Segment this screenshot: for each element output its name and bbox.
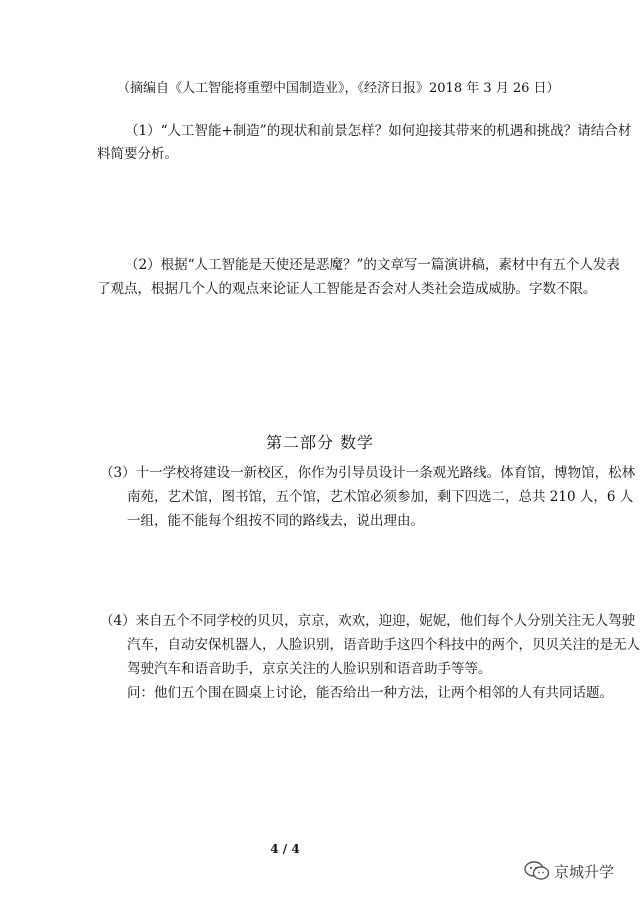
q1-line-1: （1）“人工智能+制造”的现状和前景怎样？如何迎接其带来的机遇和挑战？请结合材	[125, 123, 632, 139]
q4-line-3: 驾驶汽车和语音助手，京京关注的人脸识别和语音助手等等。	[127, 661, 492, 677]
q3-line-2: 南苑，艺术馆，图书馆，五个馆，艺术馆必须参加，剩下四选二，总共 210 人，6 人	[127, 489, 634, 505]
q2-line-1: （2）根据“人工智能是天使还是恶魔？”的文章写一篇演讲稿，素材中有五个人发表	[125, 257, 620, 273]
watermark	[524, 860, 614, 882]
q2-line-2: 了观点，根据几个人的观点来论证人工智能是否会对人类社会造成威胁。字数不限。	[97, 281, 597, 297]
q4-line-1: （4）来自五个不同学校的贝贝，京京，欢欢，迎迎，妮妮，他们每个人分别关注无人驾驶	[100, 613, 636, 629]
section-title: 第二部分 数学	[265, 433, 375, 452]
q3-line-3: 一组，能不能每个组按不同的路线去，说出理由。	[127, 513, 424, 529]
watermark-text: 京城升学	[554, 862, 615, 881]
q1-line-2: 料简要分析。	[97, 146, 178, 162]
wechat-bubble-icon	[524, 860, 550, 882]
source-citation: （摘编自《人工智能将重塑中国制造业》，《经济日报》2018 年 3 月 26 日）	[117, 81, 560, 96]
q4-line-4: 问：他们五个围在圆桌上讨论，能否给出一种方法，让两个相邻的人有共同话题。	[127, 685, 613, 701]
q3-line-1: （3）十一学校将建设一新校区，你作为引导员设计一条观光路线。体育馆，博物馆，松林	[100, 465, 636, 481]
page-number: 4 / 4	[270, 842, 300, 856]
q4-line-2: 汽车，自动安保机器人，人脸识别，语音助手这四个科技中的两个，贝贝关注的是无人	[127, 637, 640, 653]
